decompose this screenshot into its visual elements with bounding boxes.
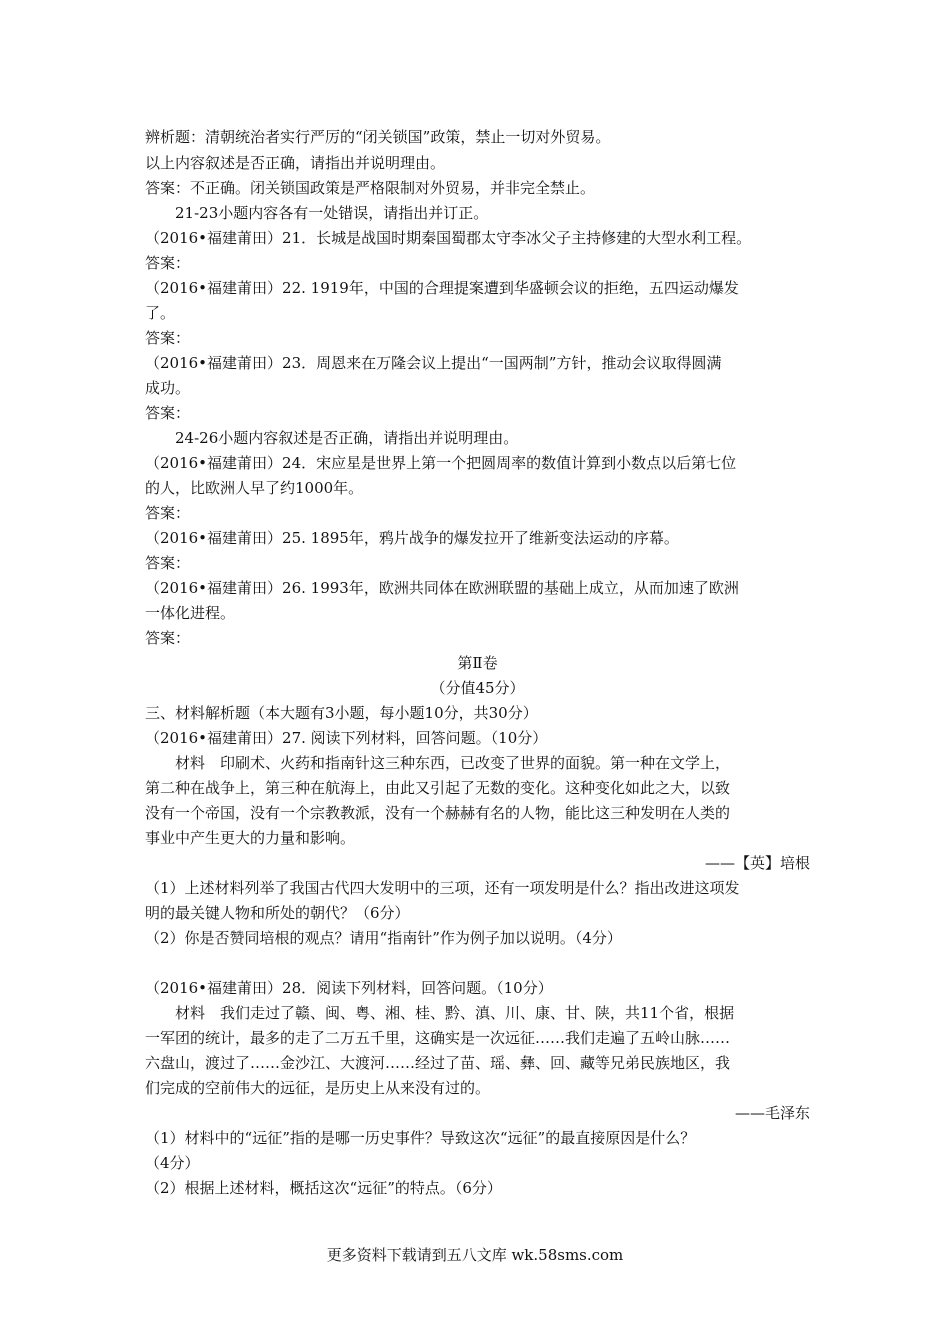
material-text: 第二种在战争上，第三种在航海上，由此又引起了无数的变化。这种变化如此之大，以致 bbox=[145, 779, 731, 797]
footer-text: 更多资料下载请到五八文库 wk.58sms.com bbox=[326, 1246, 624, 1264]
sub-question: （2）根据上述材料，概括这次“远征”的特点。（6分） bbox=[145, 1179, 502, 1197]
question-26: （2016•福建莆田）26. 1993年，欧洲共同体在欧洲联盟的基础上成立，从而加速了欧洲 bbox=[145, 579, 739, 597]
question-23: （2016•福建莆田）23．周恩来在万隆会议上提出“一国两制”方针，推动会议取得圆满 bbox=[145, 354, 722, 372]
question-27: （2016•福建莆田）27. 阅读下列材料，回答问题。（10分） bbox=[145, 729, 548, 747]
sub-question: （4分） bbox=[145, 1154, 200, 1172]
sub-question: （2）你是否赞同培根的观点？请用“指南针”作为例子加以说明。（4分） bbox=[145, 929, 622, 947]
section-heading: 三、材料解析题（本大题有3小题，每小题10分，共30分） bbox=[145, 704, 538, 722]
sub-question: （1）上述材料列举了我国古代四大发明中的三项，还有一项发明是什么？指出改进这项发 bbox=[145, 879, 740, 897]
material-text: 事业中产生更大的力量和影响。 bbox=[145, 829, 356, 847]
text-line: 成功。 bbox=[145, 379, 191, 397]
sub-question: 明的最关键人物和所处的朝代？（6分） bbox=[145, 904, 410, 922]
material-text: 材料 我们走过了赣、闽、粤、湘、桂、黔、滇、川、康、甘、陕，共11个省，根据 bbox=[175, 1004, 735, 1022]
material-text: 一军团的统计，最多的走了二万五千里，这确实是一次远征……我们走遍了五岭山脉…… bbox=[145, 1029, 731, 1047]
text-line: 一体化进程。 bbox=[145, 604, 236, 622]
answer-line: 答案： bbox=[145, 329, 191, 347]
section-title: 第Ⅱ卷 bbox=[457, 654, 498, 672]
material-source: ——【英】培根 bbox=[704, 854, 810, 872]
material-text: 没有一个帝国，没有一个宗教教派，没有一个赫赫有名的人物，能比这三种发明在人类的 bbox=[145, 804, 731, 822]
text-line: 21-23小题内容各有一处错误，请指出并订正。 bbox=[175, 204, 489, 222]
sub-question: （1）材料中的“远征”指的是哪一历史事件？导致这次“远征”的最直接原因是什么？ bbox=[145, 1129, 696, 1147]
text-line: 24-26小题内容叙述是否正确，请指出并说明理由。 bbox=[175, 429, 519, 447]
material-text: 们完成的空前伟大的远征，是历史上从来没有过的。 bbox=[145, 1079, 491, 1097]
answer-line: 答案： bbox=[145, 504, 191, 522]
material-text: 六盘山，渡过了……金沙江、大渡河……经过了苗、瑶、彝、回、藏等兄弟民族地区，我 bbox=[145, 1054, 731, 1072]
answer-line: 答案： bbox=[145, 254, 191, 272]
answer-line: 答案： bbox=[145, 404, 191, 422]
question-21: （2016•福建莆田）21．长城是战国时期秦国蜀郡太守李冰父子主持修建的大型水利工程。 bbox=[145, 229, 752, 247]
text-line: 答案：不正确。闭关锁国政策是严格限制对外贸易，并非完全禁止。 bbox=[145, 179, 596, 197]
text-line: 的人，比欧洲人早了约1000年。 bbox=[145, 479, 364, 497]
answer-line: 答案： bbox=[145, 554, 191, 572]
material-source: ——毛泽东 bbox=[734, 1104, 810, 1122]
text-line: 辨析题：清朝统治者实行严厉的“闭关锁国”政策，禁止一切对外贸易。 bbox=[145, 128, 611, 146]
text-line: 了。 bbox=[145, 304, 176, 322]
question-25: （2016•福建莆田）25. 1895年，鸦片战争的爆发拉开了维新变法运动的序幕。 bbox=[145, 529, 679, 547]
question-22: （2016•福建莆田）22. 1919年，中国的合理提案遭到华盛顿会议的拒绝，五四运动爆发 bbox=[145, 279, 739, 297]
question-24: （2016•福建莆田）24．宋应星是世界上第一个把圆周率的数值计算到小数点以后第七位 bbox=[145, 454, 737, 472]
section-score: （分值45分） bbox=[430, 679, 525, 697]
text-line: 以上内容叙述是否正确，请指出并说明理由。 bbox=[145, 154, 446, 172]
answer-line: 答案： bbox=[145, 629, 191, 647]
material-text: 材料 印刷术、火药和指南针这三种东西，已改变了世界的面貌。第一种在文学上， bbox=[175, 754, 731, 772]
question-28: （2016•福建莆田）28．阅读下列材料，回答问题。（10分） bbox=[145, 979, 553, 997]
